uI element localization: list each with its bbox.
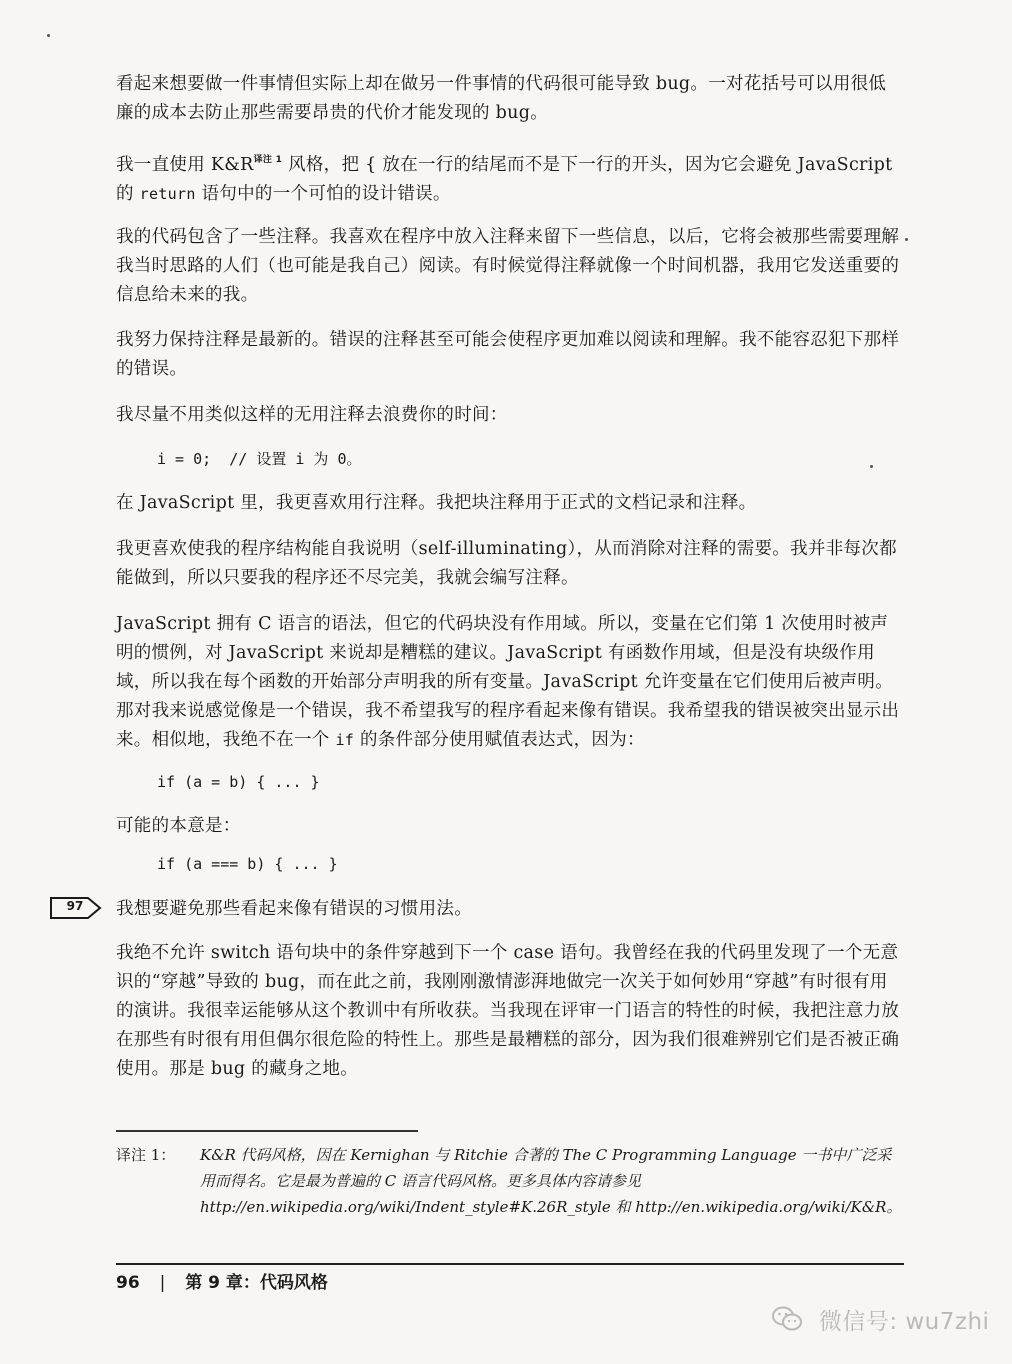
paragraph-11: 我绝不允许 switch 语句块中的条件穿越到下一个 case 语句。我曾经在我的代码里发现了一个无意识的“穿越”导致的 bug，而在此之前，我刚刚激情澎湃地做完一次关于如何妙用“穿越”有时很有用的演讲。我很幸运能够从这个教训中有所收获。当我现在评审一门语言的特性的时候，我把注意力放在那些有时很有用但偶尔很危险的特性上。那些是最糟糕的部分，因为我们很难辨别它们是否被正确使用。那是 bug 的藏身之地。: [116, 943, 900, 1079]
paragraph-3: 我的代码包含了一些注释。我喜欢在程序中放入注释来留下一些信息，以后，它将会被那些需要理解我当时思路的人们（也可能是我自己）阅读。有时候觉得注释就像一个时间机器，我用它发送重要的信息给未来的我。: [116, 227, 900, 305]
paragraph-2-text-a: 我一直使用 K&R: [116, 155, 254, 175]
page-number: 96: [116, 1273, 140, 1293]
paragraph-5: 我尽量不用类似这样的无用注释去浪费你的时间：: [116, 405, 508, 425]
code-example-3: if (a === b) { ... }: [157, 855, 338, 873]
chapter-title: 第 9 章：代码风格: [185, 1273, 328, 1293]
footnote-text: K&R 代码风格，因在 Kernighan 与 Ritchie 合著的 The C Programming Language 一书中广泛采用而得名。它是最为普遍的 C 语言代码风格。更多具体内容请参见 http://en.wikipedia.org/wiki/Indent_style#K.26R_style 和 http://en.wikipedia.org/wiki/K&R。: [200, 1146, 902, 1216]
footer-separator: |: [159, 1273, 166, 1293]
inline-code-if: if: [335, 731, 355, 749]
paragraph-7: 我更喜欢使我的程序结构能自我说明（self-illuminating），从而消除对注释的需要。我并非每次都能做到，所以只要我的程序还不尽完美，我就会编写注释。: [116, 539, 897, 588]
paragraph-6: 在 JavaScript 里，我更喜欢用行注释。我把块注释用于正式的文档记录和注释。: [116, 493, 757, 513]
margin-marker-number: 97: [66, 899, 84, 913]
wechat-watermark: [771, 1303, 989, 1336]
footnote-ref: 译注 1: [253, 155, 283, 165]
wechat-icon: [771, 1305, 803, 1333]
footnote-label: 译注 1：: [116, 1146, 176, 1164]
paragraph-4: 我努力保持注释是最新的。错误的注释甚至可能会使程序更加难以阅读和理解。我不能容忍犯下那样的错误。: [116, 330, 900, 379]
paragraph-2-text-b: 风格，把 { 放在一行的结尾而不是下一行的开头，因为它会避免 JavaScript 的: [116, 155, 893, 204]
paragraph-1: 看起来想要做一件事情但实际上却在做另一件事情的代码很可能导致 bug。一对花括号可以用很低廉的成本去防止那些需要昂贵的代价才能发现的 bug。: [116, 74, 887, 123]
paragraph-10: 我想要避免那些看起来像有错误的习惯用法。: [116, 899, 472, 919]
paragraph-9: 可能的本意是：: [116, 816, 241, 836]
paragraph-2-text-c: 语句中的一个可怕的设计错误。: [195, 184, 451, 204]
code-example-1: i = 0; // 设置 i 为 0。: [157, 450, 362, 468]
inline-code-return: return: [139, 185, 196, 203]
footer-divider: [116, 1263, 904, 1265]
scan-speck: [47, 34, 50, 37]
footnote-divider: [116, 1130, 418, 1132]
watermark-text: 微信号: wu7zhi: [818, 1309, 990, 1335]
margin-page-marker: [50, 897, 102, 919]
page-footer: [116, 1268, 328, 1293]
paragraph-8-text-b: 的条件部分使用赋值表达式，因为：: [354, 730, 645, 750]
scan-speck: [870, 465, 873, 468]
paragraph-2: [116, 146, 902, 209]
paragraph-8: [116, 610, 902, 755]
scan-speck: [905, 238, 908, 241]
code-example-2: if (a = b) { ... }: [157, 773, 320, 791]
paragraph-8-text-a: JavaScript 拥有 C 语言的语法，但它的代码块没有作用域。所以，变量在它们第 1 次使用时被声明的惯例，对 JavaScript 来说却是糟糕的建议。JavaScript 有函数作用域，但是没有块级作用域，所以我在每个函数的开始部分声明我的所有变量。JavaScript 允许变量在它们使用后被声明。那对我来说感觉像是一个错误，我不希望我写的程序看起来像有错误。我希望我的错误被突出显示出来。相似地，我绝不在一个: [116, 614, 900, 750]
